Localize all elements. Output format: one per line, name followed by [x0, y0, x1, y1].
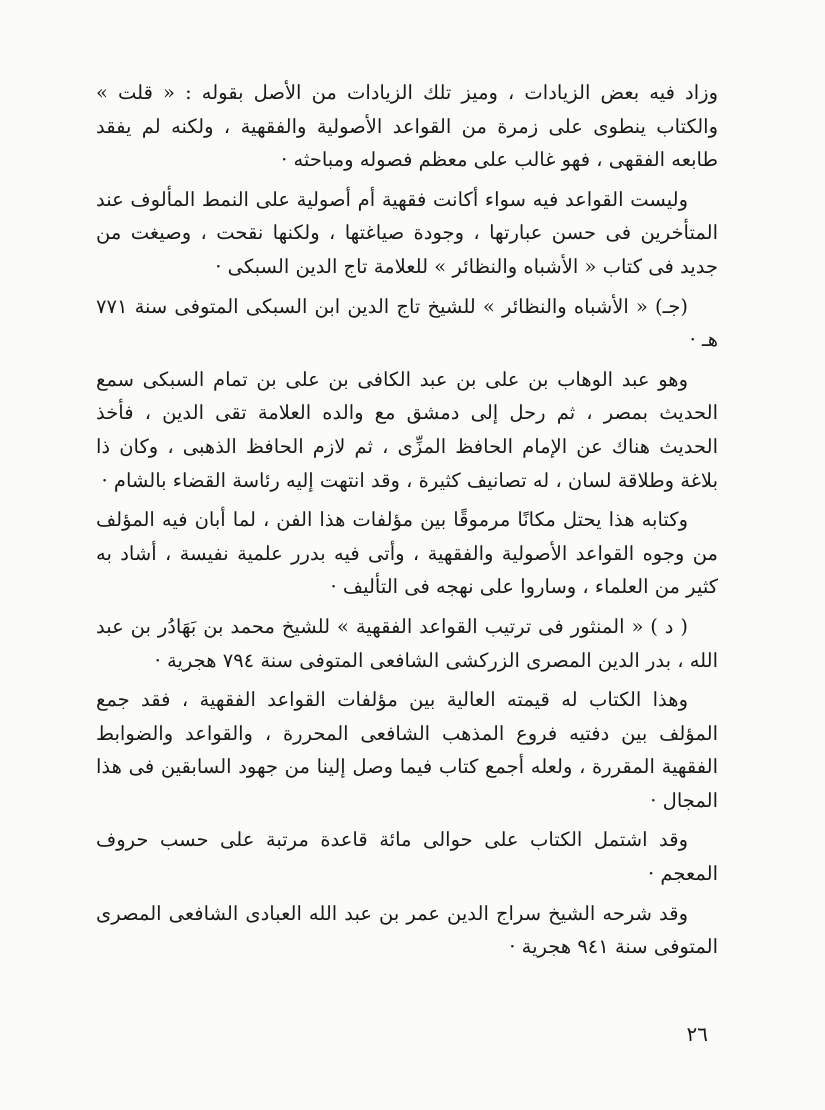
- paragraph: وكتابه هذا يحتل مكانًا مرموقًا بين مؤلفات هذا الفن ، لما أبان فيه المؤلف من وجوه القواعد الأصولية والفقهية ، وأتى فيه بدرر علمية نفيسة ، أشاد به كثير من العلماء ، وساروا على نهجه فى التأليف ·: [96, 508, 718, 599]
- paragraph: وزاد فيه بعض الزيادات ، وميز تلك الزيادات من الأصل بقوله : « قلت » والكتاب ينطوى على زمرة من القواعد الأصولية والفقهية ، ولكنه لم يفقد طابعه الفقهى ، فهو غالب على معظم فصوله ومباحثه ·: [96, 81, 718, 172]
- paragraph: وقد شرحه الشيخ سراج الدين عمر بن عبد الله العبادى الشافعى المصرى المتوفى سنة ٩٤١ هجرية ·: [96, 901, 718, 959]
- page-number: ٢٦: [686, 1022, 708, 1046]
- paragraph: وليست القواعد فيه سواء أكانت فقهية أم أصولية على النمط المألوف عند المتأخرين فى حسن عبارتها ، وجودة صياغتها ، ولكنها نقحت ، وصيغت من جديد فى كتاب « الأشباه والنظائر » للعلامة تاج الدين السبكى ·: [96, 187, 718, 278]
- section-heading-paragraph: (جـ) « الأشباه والنظائر » للشيخ تاج الدين ابن السبكى المتوفى سنة ٧٧١ هـ ·: [96, 294, 718, 352]
- section-heading-paragraph: ( د ) « المنثور فى ترتيب القواعد الفقهية » للشيخ محمد بن بَهَادُر بن عبد الله ، بدر الدين المصرى الزركشى الشافعى المتوفى سنة ٧٩٤ هجرية ·: [96, 614, 718, 672]
- paragraph: وقد اشتمل الكتاب على حوالى مائة قاعدة مرتبة على حسب حروف المعجم ·: [96, 828, 718, 886]
- paragraph: وهذا الكتاب له قيمته العالية بين مؤلفات القواعد الفقهية ، فقد جمع المؤلف بين دفتيه فروع المذهب الشافعى المحررة ، والقواعد والضوابط الفقهية المقررة ، ولعله أجمع كتاب فيما وصل إلينا من جهود السابقين فى هذا المجال ·: [96, 688, 718, 812]
- body-text: [96, 76, 718, 970]
- paragraph: وهو عبد الوهاب بن على بن عبد الكافى بن على بن تمام السبكى سمع الحديث بمصر ، ثم رحل إلى دمشق مع والده العلامة تقى الدين ، فأخذ الحديث هناك عن الإمام الحافظ المزِّى ، ثم لازم الحافظ الذهبى ، وكان ذا بلاغة وطلاقة لسان ، له تصانيف كثيرة ، وقد انتهت إليه رئاسة القضاء بالشام ·: [96, 367, 718, 492]
